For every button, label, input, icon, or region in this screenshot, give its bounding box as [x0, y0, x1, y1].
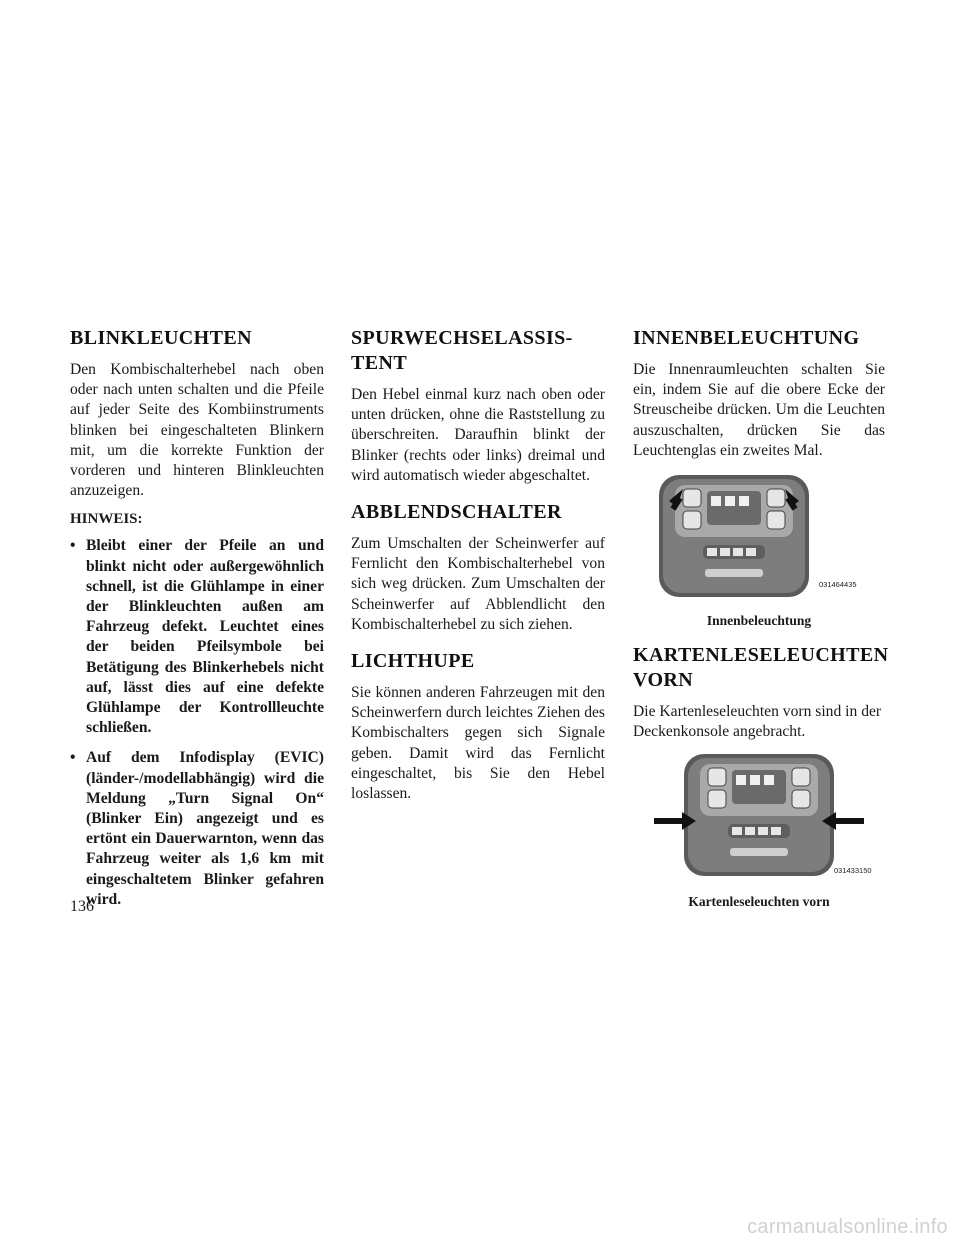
figure-kartenleseleuchten — [633, 750, 885, 890]
note-item — [70, 536, 324, 738]
paragraph-lichthupe: Sie können anderen Fahrzeugen mit den Scheinwerfern durch leichtes Ziehen des Kombischalters gegen sich Signale geben. Damit wird das Fernlicht eingeschaltet, bis Sie den Hebel loslassen. — [351, 684, 605, 803]
overhead-console-illustration — [653, 469, 865, 609]
figure-code: 031464435 — [819, 580, 857, 590]
caption-innenbeleuchtung: Innenbeleuchtung — [706, 613, 812, 629]
heading-innenbeleuchtung: INNENBELEUCHTUNG — [633, 327, 860, 349]
paragraph-innenbeleuchtung: Die Innenraumleuchten schalten Sie ein, indem Sie auf die obere Ecke der Streuscheibe drücken. Um die Leuchten auszuschalten, drücken Sie das Leuchtenglas ein zweites Mal. — [633, 361, 885, 459]
column-blinkleuchten — [70, 326, 324, 920]
heading-spurwechselassistent: SPURWECHSELASSISTENT — [351, 327, 573, 374]
watermark: carmanualsonline.info — [747, 1216, 948, 1238]
note-item — [70, 748, 324, 910]
figure-code: 031433150 — [834, 866, 872, 876]
heading-lichthupe: LICHTHUPE — [351, 650, 475, 673]
map-light-console-illustration — [634, 750, 884, 890]
bullet-icon: • — [70, 749, 76, 767]
page-number: 136 — [70, 898, 94, 915]
paragraph-abblendschalter: Zum Umschalten der Scheinwerfer auf Fernlicht den Kombischalterhebel von sich weg drücken. Zum Umschalten der Scheinwerfer auf Abblendlicht den Kombischalterhebel zu sich ziehen. — [351, 535, 605, 633]
paragraph-kartenleseleuchten: Die Kartenleseleuchten vorn sind in der Deckenkonsole angebracht. — [633, 703, 882, 741]
paragraph-spurwechselassistent: Den Hebel einmal kurz nach oben oder unten drücken, ohne die Raststellung zu überschreiten. Daraufhin blinkt der Blinker (rechts oder links) dreimal und wird automatisch wieder abgeschaltet. — [351, 386, 605, 484]
caption-kartenleseleuchten: Kartenleseleuchten vorn — [688, 894, 830, 910]
heading-kartenleseleuchten: KARTENLESELEUCHTEN VORN — [633, 644, 889, 692]
bullet-icon: • — [70, 537, 76, 555]
figure-innenbeleuchtung — [633, 469, 885, 609]
paragraph-blinkleuchten: Den Kombischalterhebel nach oben oder nach unten schalten und die Pfeile auf jeder Seite des Kombiinstruments blinken bei eingeschalteten Blinkern mit, um die korrekte Funktion der vorderen und hinteren Blinkleuchten anzuzeigen. — [70, 361, 324, 500]
note-label: HINWEIS: — [70, 511, 143, 528]
note-text: Bleibt einer der Pfeile an und blinkt nicht oder außergewöhnlich schnell, ist die Glühlampe in einer der Blinkleuchten außen am Fahrzeug defekt. Leuchtet eines der beiden Pfeilsymbole bei Betätigung des Blinkerhebels nicht auf, lässt dies auf eine defekte Glühlampe der Kontrollleuchte schließen. — [86, 537, 324, 737]
column-beleuchtung — [633, 326, 889, 924]
note-list — [70, 536, 324, 910]
heading-abblendschalter: ABBLENDSCHALTER — [351, 501, 562, 524]
heading-blinkleuchten: BLINKLEUCHTEN — [70, 327, 252, 349]
column-schalter — [351, 326, 605, 812]
note-text: Auf dem Infodisplay (EVIC) (länder-/modellabhängig) wird die Meldung „Turn Signal On“ (Blinker Ein) angezeigt und es ertönt ein Dauerwarnton, wenn das Fahrzeug weiter als 1,6 km mit eingeschaltetem Blinker gefahren wird. — [86, 749, 324, 908]
